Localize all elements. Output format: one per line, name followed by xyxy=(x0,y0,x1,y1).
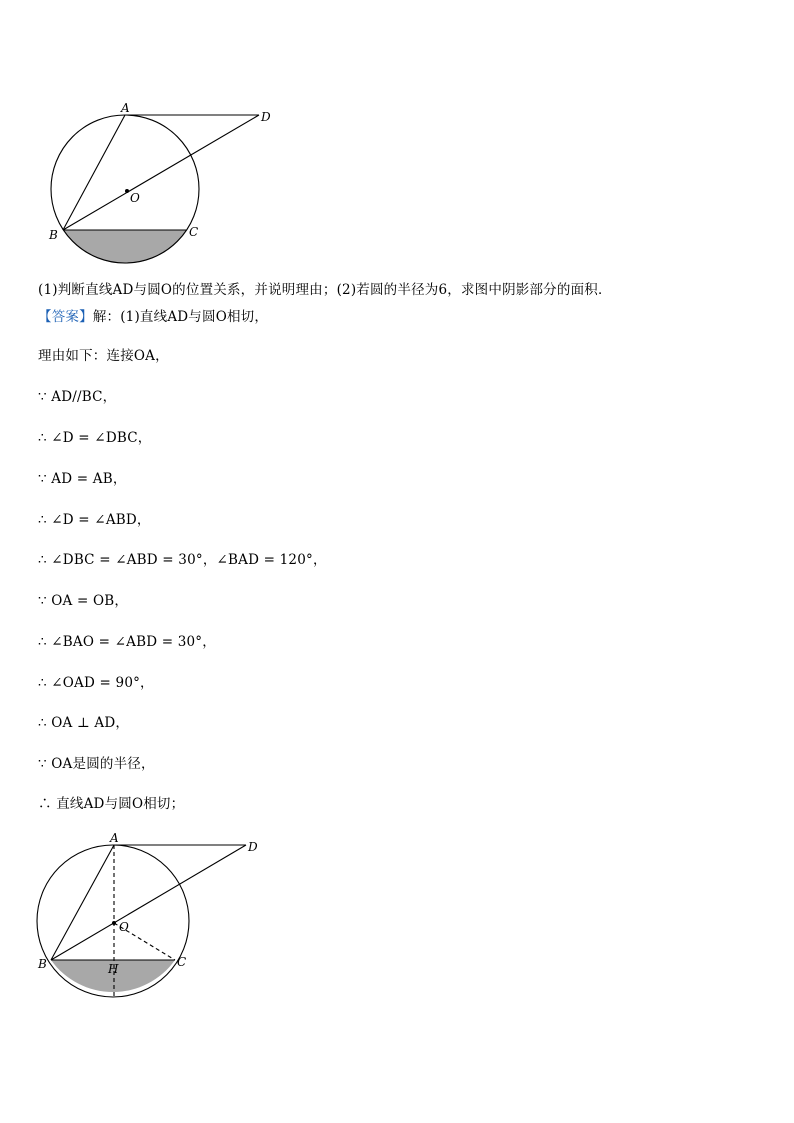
proof-step: ∵ OA = OB， xyxy=(38,593,129,609)
label-b: B xyxy=(38,957,47,971)
label-h: H xyxy=(108,962,119,976)
proof-step: ∴ OA ⊥ AD， xyxy=(38,715,130,731)
figure-1 xyxy=(0,0,794,280)
segment-bd xyxy=(63,115,259,230)
proof-step: ∴ ∠D = ∠ABD， xyxy=(38,512,151,528)
proof-step: ∴ ∠OAD = 90°， xyxy=(38,675,154,691)
segment-ab xyxy=(51,845,114,960)
proof-step: ∴ ∠D = ∠DBC， xyxy=(38,430,152,446)
label-c: C xyxy=(189,225,199,239)
segment-ab xyxy=(63,115,125,230)
label-a: A xyxy=(121,101,130,115)
label-o: O xyxy=(119,920,129,934)
answer-first-line: 解：(1)直线AD与圆O相切， xyxy=(92,309,269,325)
center-point xyxy=(125,189,129,193)
segment-bd xyxy=(51,845,246,960)
shaded-segment xyxy=(63,230,187,264)
label-o: O xyxy=(130,191,140,205)
label-a: A xyxy=(110,831,119,845)
proof-step: ∵ AD = AB， xyxy=(38,471,127,487)
center-point xyxy=(112,921,116,925)
answer-heading xyxy=(38,308,268,326)
proof-step: ∴ 直线AD与圆O相切； xyxy=(38,796,185,812)
label-c: C xyxy=(177,955,187,969)
figure-2 xyxy=(0,820,794,1010)
answer-tag: 【答案】 xyxy=(38,309,93,325)
proof-step: 理由如下：连接OA， xyxy=(38,348,169,364)
proof-step: ∵ OA是圆的半径， xyxy=(38,756,155,772)
label-d: D xyxy=(261,110,271,124)
label-b: B xyxy=(49,228,58,242)
proof-step: ∴ ∠DBC = ∠ABD = 30°，∠BAD = 120°， xyxy=(38,552,327,568)
proof-step: ∴ ∠BAO = ∠ABD = 30°， xyxy=(38,634,216,650)
proof-step: ∵ AD//BC， xyxy=(38,389,117,405)
question-text: (1)判断直线AD与圆O的位置关系，并说明理由；(2)若圆的半径为6，求图中阴影部分的面积． xyxy=(38,282,612,298)
label-d: D xyxy=(248,840,258,854)
